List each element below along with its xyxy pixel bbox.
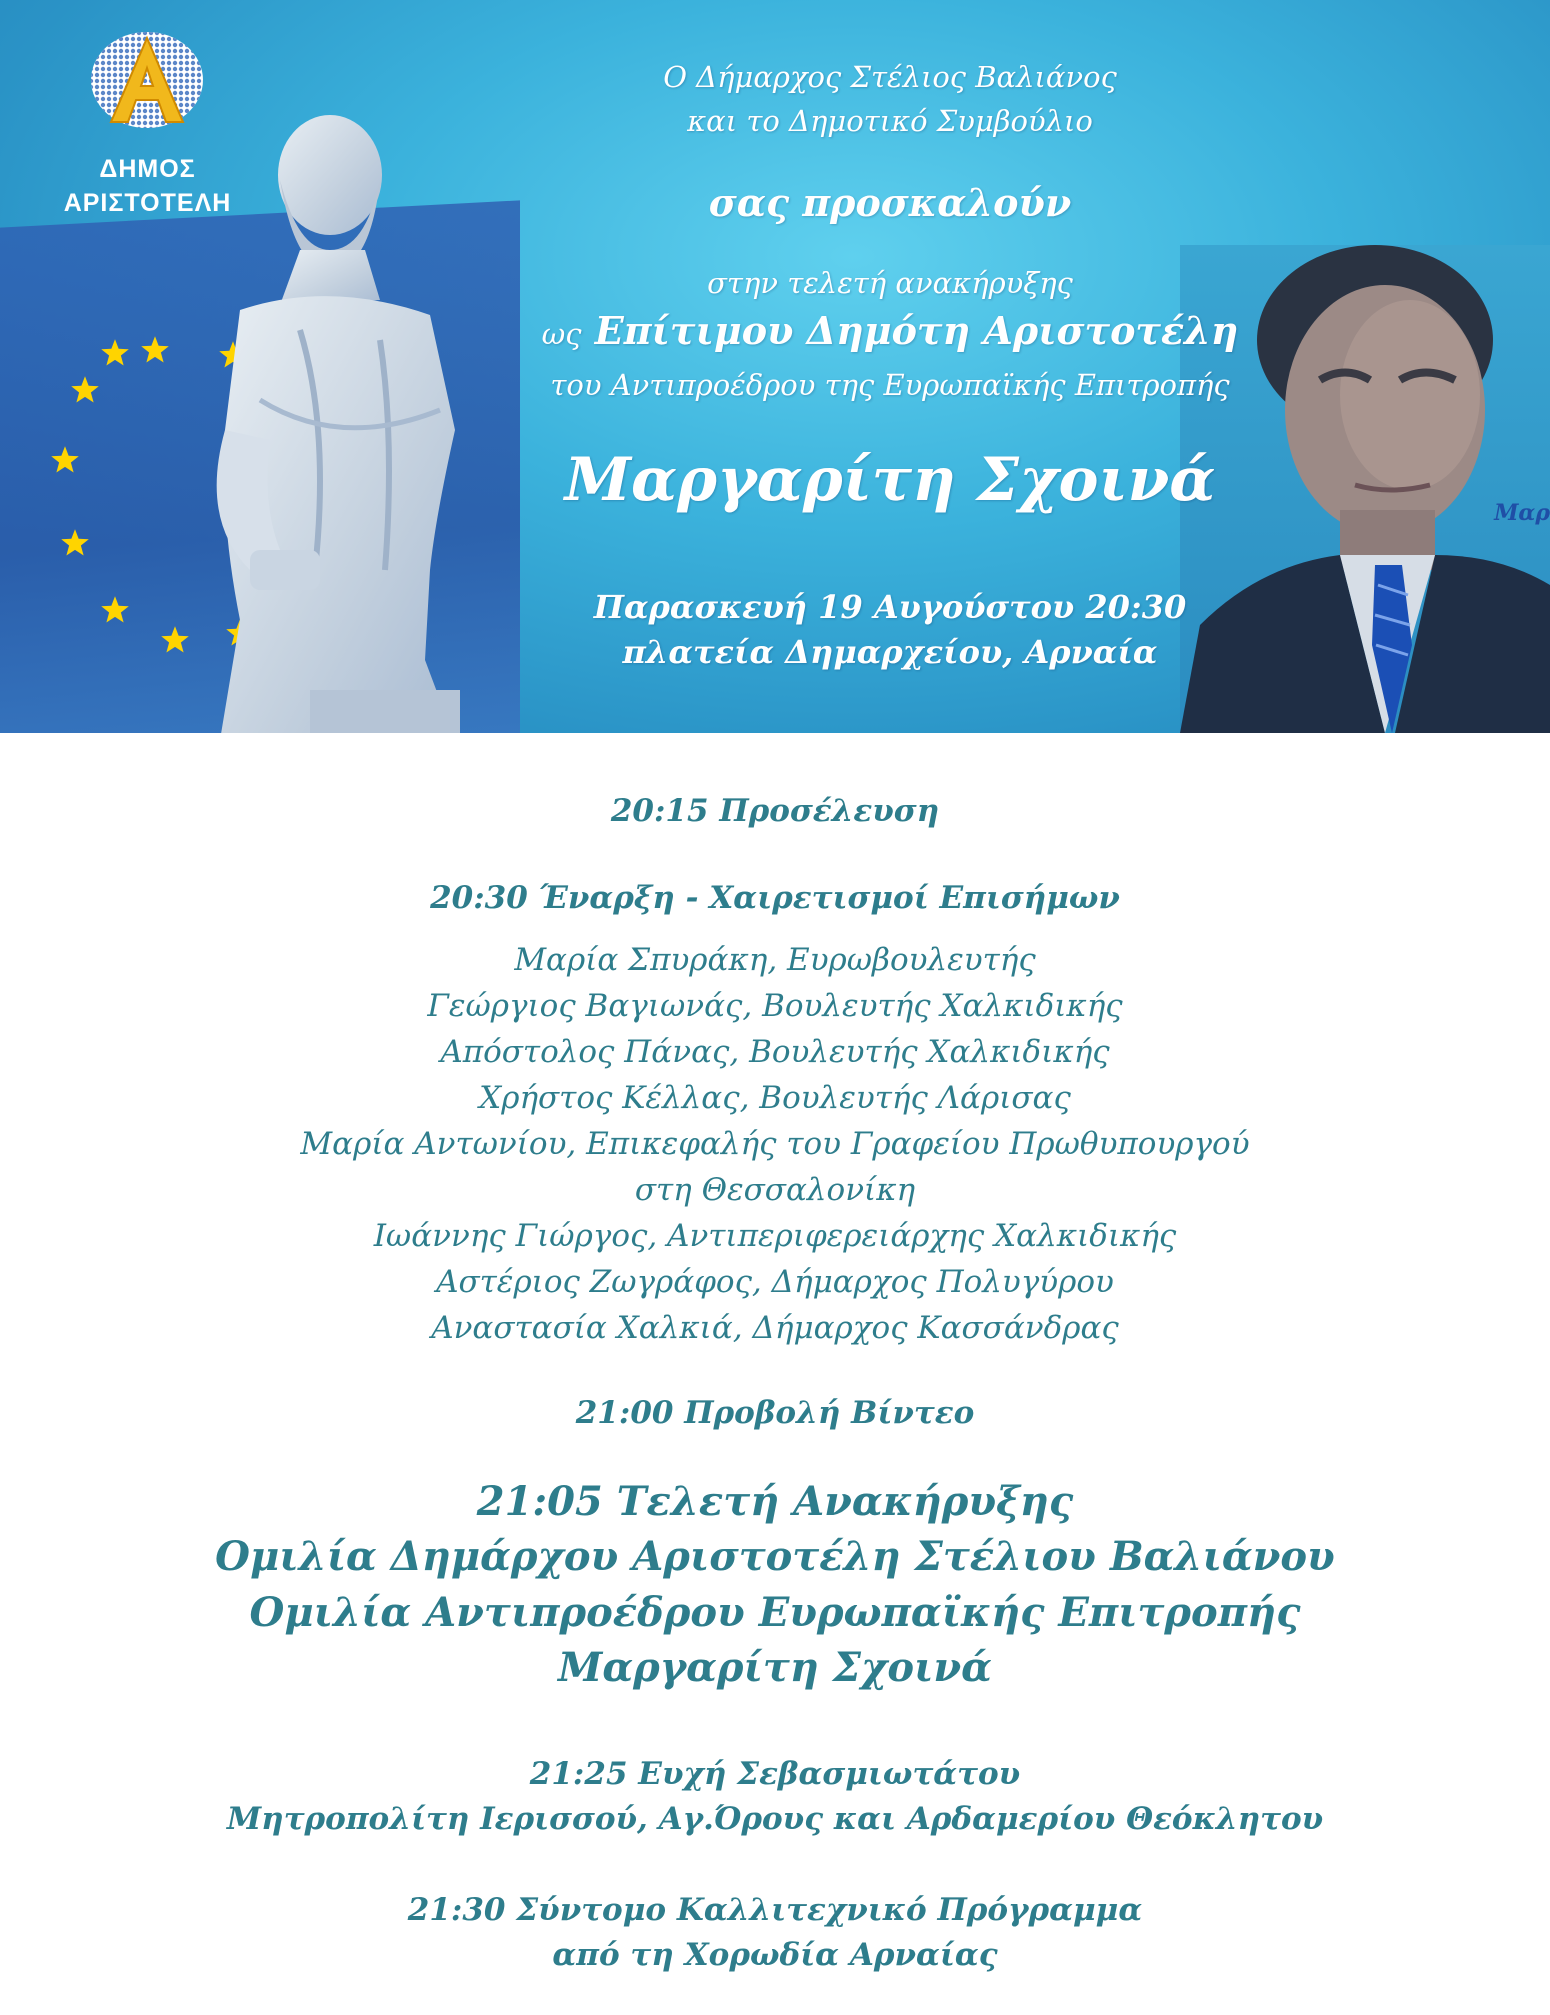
schedule-ceremony-speech-mayor: Ομιλία Δημάρχου Αριστοτέλη Στέλιου Βαλιάνου (215, 1533, 1335, 1580)
logo-line-2: ΑΡΙΣΤΟΤΕΛΗ (63, 189, 232, 217)
logo-text (30, 152, 265, 220)
schedule-ceremony-speech-vp: Ομιλία Αντιπροέδρου Ευρωπαϊκής Επιτροπής (249, 1589, 1301, 1636)
eu-star-icon (60, 528, 90, 558)
logo-line-1: ΔΗΜΟΣ (99, 155, 196, 183)
eu-star-icon (100, 338, 130, 368)
honoree-name: Μαργαρίτη Σχοινά (564, 445, 1216, 515)
greeting-line: Αστέριος Ζωγράφος, Δήμαρχος Πολυγύρου (436, 1264, 1114, 1300)
eu-star-icon (50, 445, 80, 475)
invite-heading: σας προσκαλούν (708, 180, 1072, 225)
schedule-art-choir: από τη Χορωδία Αρναίας (552, 1937, 998, 1973)
schedule-arrival: 20:15 Προσέλευση (610, 793, 940, 829)
schedule-opening: 20:30 Έναρξη - Χαιρετισμοί Επισήμων (430, 880, 1120, 916)
eu-star-icon (70, 375, 100, 405)
event-date: Παρασκευή 19 Αυγούστου 20:30 (593, 588, 1187, 626)
greeting-line: Απόστολος Πάνας, Βουλευτής Χαλκιδικής (440, 1034, 1110, 1070)
vice-president-line: του Αντιπροέδρου της Ευρωπαϊκής Επιτροπής (550, 368, 1230, 402)
dimos-aristoteli-logo (88, 30, 206, 130)
eu-star-icon (140, 335, 170, 365)
council-line: και το Δημοτικό Συμβούλιο (687, 104, 1093, 138)
greeting-line: Μαρία Σπυράκη, Ευρωβουλευτής (514, 942, 1036, 978)
honorary-title: Επίτιμου Δημότη Αριστοτέλη (594, 308, 1239, 353)
schedule-blessing: 21:25 Ευχή Σεβασμιωτάτου (529, 1756, 1021, 1792)
greeting-line: Γεώργιος Βαγιωνάς, Βουλευτής Χαλκιδικής (427, 988, 1123, 1024)
event-place: πλατεία Δημαρχείου, Αρναία (622, 633, 1158, 671)
host-line: Ο Δήμαρχος Στέλιος Βαλιάνος (663, 60, 1117, 94)
honorary-title-line (480, 308, 1300, 353)
schedule-ceremony-name: Μαργαρίτη Σχοινά (558, 1644, 992, 1691)
ceremony-line: στην τελετή ανακήρυξης (707, 266, 1073, 300)
schedule-art-program: 21:30 Σύντομο Καλλιτεχνικό Πρόγραμμα (407, 1892, 1143, 1928)
greeting-line: στη Θεσσαλονίκη (634, 1172, 916, 1208)
greeting-line: Ιωάννης Γιώργος, Αντιπεριφερειάρχης Χαλκιδικής (373, 1218, 1177, 1254)
eu-star-icon (100, 595, 130, 625)
schedule-ceremony: 21:05 Τελετή Ανακήρυξης (476, 1478, 1074, 1525)
portrait-caption: Μαρ (1494, 500, 1550, 526)
schedule-video: 21:00 Προβολή Βίντεο (575, 1395, 975, 1431)
schedule-blessing-metropolitan: Μητροπολίτη Ιερισσού, Αγ.Όρους και Αρδαμερίου Θεόκλητου (226, 1801, 1324, 1837)
honorary-prefix: ως (541, 317, 582, 351)
greeting-line: Μαρία Αντωνίου, Επικεφαλής του Γραφείου Πρωθυπουργού (300, 1126, 1250, 1162)
greeting-line: Χρήστος Κέλλας, Βουλευτής Λάρισας (479, 1080, 1071, 1116)
invitation-banner (0, 0, 1550, 733)
greeting-line: Αναστασία Χαλκιά, Δήμαρχος Κασσάνδρας (431, 1310, 1119, 1346)
